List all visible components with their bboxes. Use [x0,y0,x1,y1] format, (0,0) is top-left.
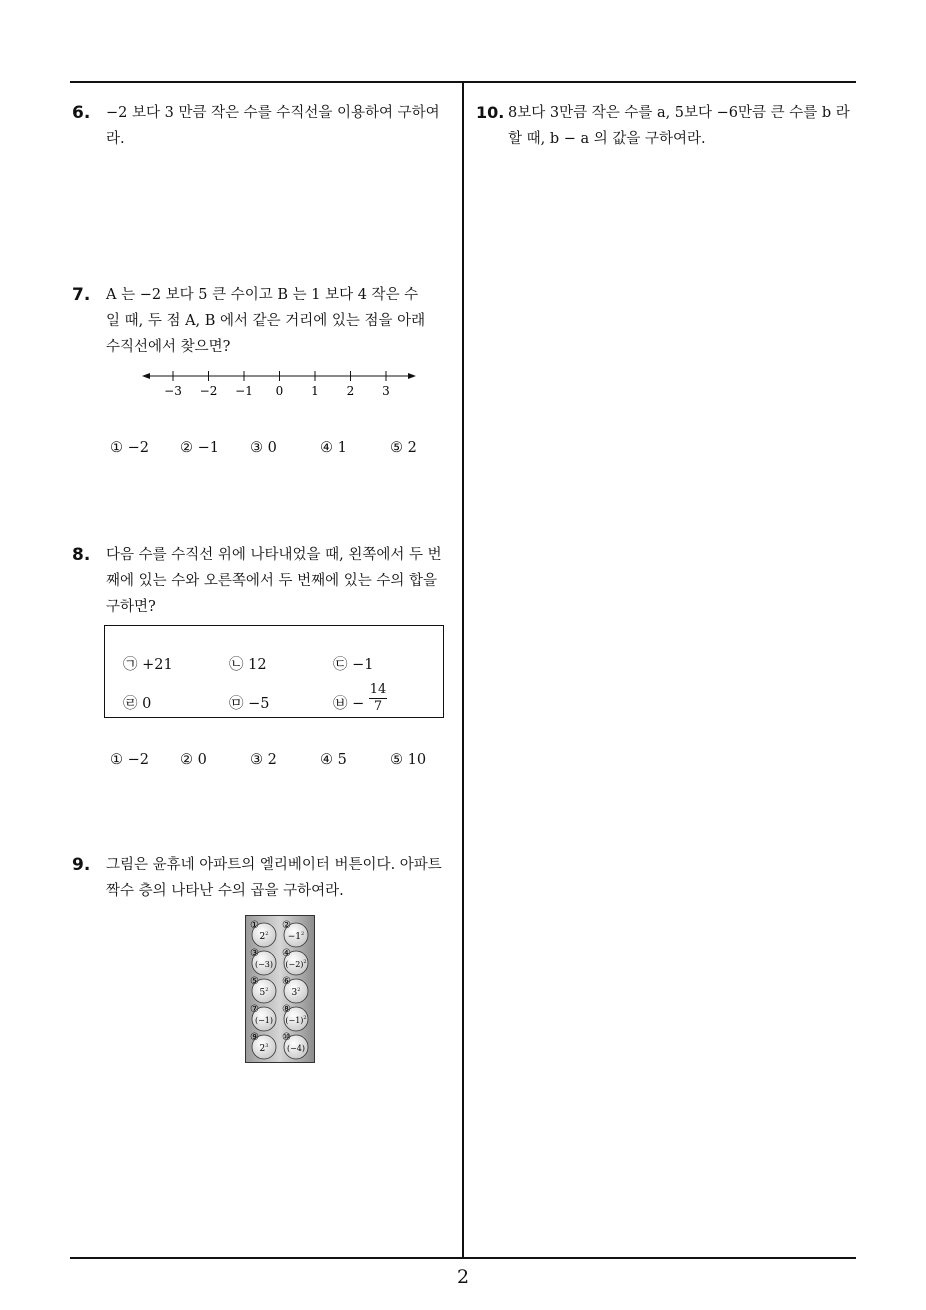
elevator-button-value: $2^3$ [259,1043,269,1054]
box-item: ㉠ +21 [123,657,173,673]
elevator-button-value: $5^2$ [259,987,269,998]
question-text-line: 짝수 층의 나타난 수의 곱을 구하여라. [106,883,344,899]
choice-1[interactable]: ① −2 [110,752,149,768]
fraction-denominator: 7 [369,698,387,715]
page-number: 2 [456,1266,470,1288]
choice-2[interactable]: ② −1 [180,440,219,456]
choice-3[interactable]: ③ 0 [250,440,277,456]
question-text-line: 구하면? [106,599,156,615]
choice-4[interactable]: ④ 1 [320,440,347,456]
choice-4[interactable]: ④ 5 [320,752,347,768]
number-line-tick-label: −2 [199,384,218,398]
question-number: 6. [72,103,91,123]
elevator-button-value: $2^2$ [259,931,269,942]
choice-1[interactable]: ① −2 [110,440,149,456]
elevator-floor-label: ④ [282,948,291,959]
elevator-button-value: $(-1)^2$ [285,1015,307,1025]
number-line-tick-label: −1 [235,384,253,398]
elevator-floor-label: ② [282,920,291,931]
elevator-button-exponent: 2 [297,987,301,993]
number-line-tick-label: 1 [311,384,319,398]
column-divider [462,81,464,1259]
number-line-tick-label: 2 [346,384,355,398]
question-text-line: 8보다 3만큼 작은 수를 a, 5보다 −6만큼 큰 수를 b 라 [508,105,850,121]
number-box [104,625,444,718]
elevator-button-value: $-1^2$ [287,931,305,942]
question-text-line: 라. [106,131,125,147]
number-line [140,364,420,400]
number-line-tick-label: 0 [275,384,284,398]
elevator-button-exponent: 2 [265,987,269,993]
question-number: 9. [72,855,91,875]
question-9 [72,852,462,904]
box-item: ㉢ −1 [333,657,374,673]
elevator-floor-label: ⑧ [282,1004,291,1015]
elevator-button-exponent: 2 [301,931,305,937]
elevator-floor-label: ① [250,920,259,931]
question-number: 8. [72,545,91,565]
elevator-button-exponent: 3 [265,1043,269,1049]
elevator-button-value: (−4) [286,1044,306,1053]
question-text-line: 수직선에서 찾으면? [106,339,231,355]
choice-5[interactable]: ⑤ 2 [390,440,417,456]
elevator-floor-label: ⑩ [282,1032,291,1043]
box-item: ㉤ −5 [229,696,270,712]
elevator-panel [245,915,315,1063]
elevator-button-value: (−3) [254,960,274,969]
elevator-floor-label: ⑨ [250,1032,259,1043]
bottom-rule [70,1257,856,1259]
number-line-tick-label: −3 [164,384,182,398]
question-text-line: 일 때, 두 점 A, B 에서 같은 거리에 있는 점을 아래 [106,313,426,329]
question-8 [72,542,462,620]
elevator-floor-label: ③ [250,948,259,959]
elevator-floor-label: ⑥ [282,976,291,987]
number-line-tick-label: 3 [382,384,390,398]
question-6 [72,100,462,152]
elevator-button-exponent: 2 [303,959,307,965]
question-10 [476,100,866,152]
fraction-numerator: 14 [369,682,387,697]
elevator-button-exponent: 2 [265,931,269,937]
question-number: 7. [72,285,91,305]
question-text-line: −2 보다 3 만큼 작은 수를 수직선을 이용하여 구하여 [106,105,440,121]
fraction [369,682,387,715]
question-text-line: A 는 −2 보다 5 큰 수이고 B 는 1 보다 4 작은 수 [106,287,419,303]
elevator-button-value: $(-2)^2$ [285,959,307,969]
question-text-line: 할 때, b − a 의 값을 구하여라. [508,131,706,147]
elevator-button-value: $3^2$ [291,987,301,998]
box-item-prefix: ㉥ − [333,696,365,712]
arrow-right-icon [408,373,416,379]
choice-3[interactable]: ③ 2 [250,752,277,768]
question-text-line: 째에 있는 수와 오른쪽에서 두 번째에 있는 수의 합을 [106,573,438,589]
elevator-button-value: (−1) [254,1016,274,1025]
elevator-floor-label: ⑦ [250,1004,259,1015]
elevator-floor-label: ⑤ [250,976,259,987]
choice-5[interactable]: ⑤ 10 [390,752,427,768]
question-text-line: 다음 수를 수직선 위에 나타내었을 때, 왼쪽에서 두 번 [106,547,442,563]
question-text-line: 그림은 윤휴네 아파트의 엘리베이터 버튼이다. 아파트 [106,857,442,873]
box-item: ㉡ 12 [229,657,267,673]
box-item: ㉣ 0 [123,696,152,712]
question-number: 10. [476,103,505,122]
question-7 [72,282,462,360]
arrow-left-icon [142,373,150,379]
elevator-button-exponent: 2 [303,1015,307,1021]
choice-2[interactable]: ② 0 [180,752,207,768]
